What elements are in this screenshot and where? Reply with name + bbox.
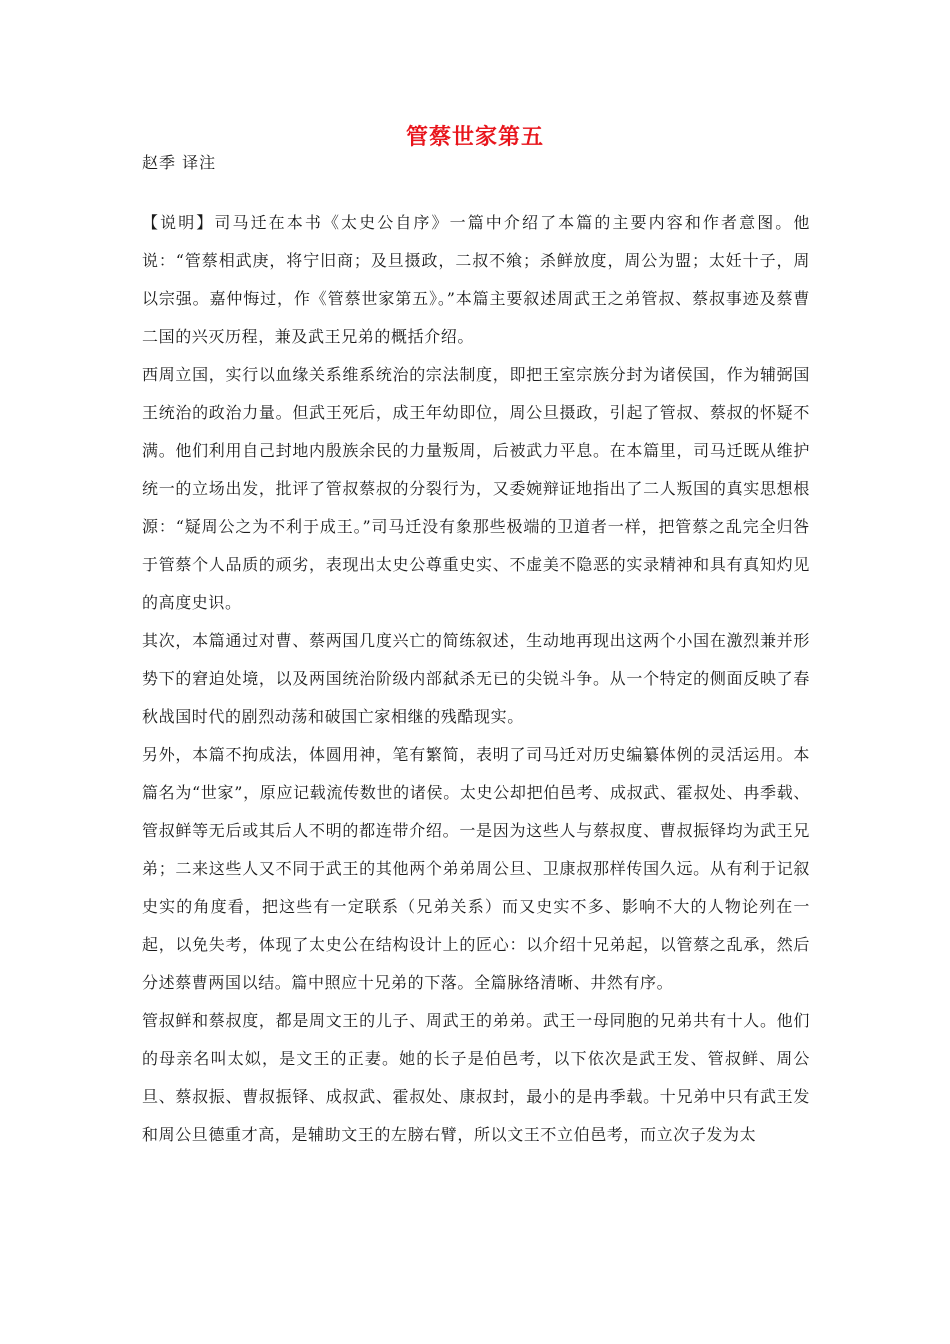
paragraph-main-text: 管叔鲜和蔡叔度，都是周文王的儿子、周武王的弟弟。武王一母同胞的兄弟共有十人。他们的母亲名叫太姒，是文王的正妻。她的长子是伯邑考，以下依次是武王发、管叔鲜、周公旦、蔡叔振、曹叔振铎、成叔武、霍叔处、康叔封，最小的是冉季载。十兄弟中只有武王发和周公旦德重才高，是辅助文王的左膀右臂，所以文王不立伯邑考，而立次子发为太 — [142, 1011, 810, 1144]
document-title: 管蔡世家第五 — [405, 124, 544, 150]
paragraph-third-point: 另外，本篇不拘成法，体圆用神，笔有繁简，表明了司马迁对历史编纂体例的灵活运用。本篇名为“世家”，原应记载流传数世的诸侯。太史公却把伯邑考、成叔武、霍叔处、冉季载、管叔鲜等无后或其后人不明的都连带介绍。一是因为这些人与蔡叔度、曹叔振铎均为武王兄弟；二来这些人又不同于武王的其他两个弟弟周公旦、卫康叔那样传国久远。从有利于记叙史实的角度看，把这些有一定联系（兄弟关系）而又史实不多、影响不大的人物论列在一起，以免失考，体现了太史公在结构设计上的匠心：以介绍十兄弟起，以管蔡之乱承，然后分述蔡曹两国以结。篇中照应十兄弟的下落。全篇脉络清晰、井然有序。 — [142, 745, 810, 992]
author-line: 赵季 译注 — [142, 153, 217, 172]
paragraph-second-point: 其次，本篇通过对曹、蔡两国几度兴亡的简练叙述，生动地再现出这两个小国在激烈兼并形势下的窘迫处境，以及两国统治阶级内部弑杀无已的尖锐斗争。从一个特定的侧面反映了春秋战国时代的剧烈动荡和破国亡家相继的残酷现实。 — [142, 631, 810, 726]
paragraph-background: 西周立国，实行以血缘关系维系统治的宗法制度，即把王室宗族分封为诸侯国，作为辅弼国王统治的政治力量。但武王死后，成王年幼即位，周公旦摄政，引起了管叔、蔡叔的怀疑不满。他们利用自己封地内殷族余民的力量叛周，后被武力平息。在本篇里，司马迁既从维护统一的立场出发，批评了管叔蔡叔的分裂行为，又委婉辩证地指出了二人叛国的真实思想根源：“疑周公之为不利于成王。”司马迁没有象那些极端的卫道者一样，把管蔡之乱完全归咎于管蔡个人品质的顽劣，表现出太史公尊重史实、不虚美不隐恶的实录精神和具有真知灼见的高度史识。 — [142, 365, 810, 612]
paragraph-intro: 【说明】司马迁在本书《太史公自序》一篇中介绍了本篇的主要内容和作者意图。他说：“管蔡相武庚，将宁旧商；及旦摄政，二叔不飨；杀鲜放度，周公为盟；太妊十子，周以宗强。嘉仲悔过，作《管蔡世家第五》。”本篇主要叙述周武王之弟管叔、蔡叔事迹及蔡曹二国的兴灭历程，兼及武王兄弟的概括介绍。 — [142, 213, 810, 346]
document-body — [142, 204, 810, 1154]
